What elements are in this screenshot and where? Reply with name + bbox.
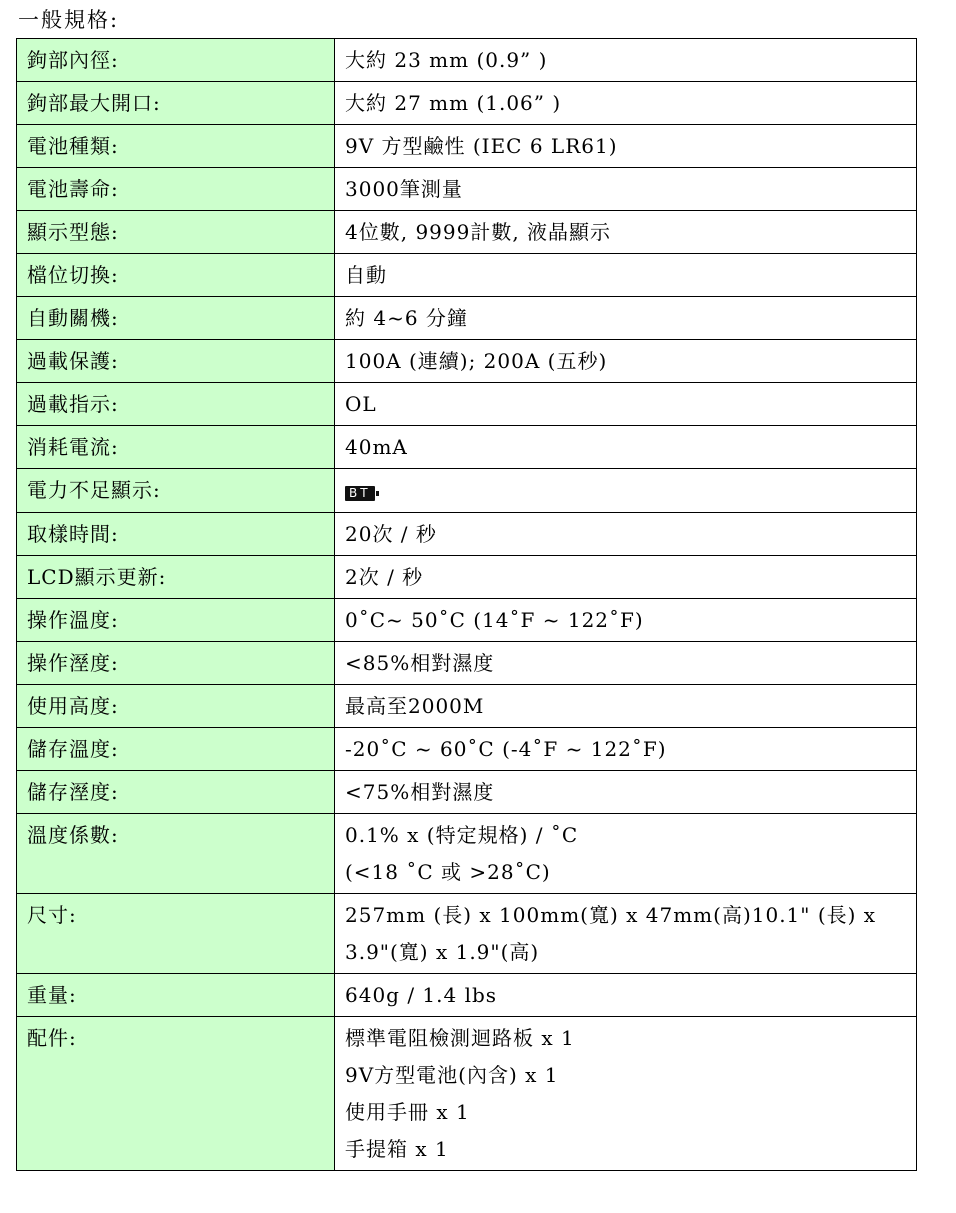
spec-label: 操作溼度:: [17, 642, 335, 685]
spec-value-line: 大約 23 mm (0.9” ): [345, 48, 548, 72]
spec-value-line: 大約 27 mm (1.06” ): [345, 91, 562, 115]
spec-label: 重量:: [17, 974, 335, 1017]
spec-label: 檔位切換:: [17, 254, 335, 297]
spec-value-line: 4位數, 9999計數, 液晶顯示: [345, 220, 612, 244]
spec-table: [16, 38, 917, 1171]
spec-label: 配件:: [17, 1017, 335, 1171]
spec-value-line: <85%相對濕度: [345, 651, 495, 675]
spec-row: [17, 39, 917, 82]
spec-value: [335, 728, 917, 771]
spec-value-line: 標準電阻檢測迴路板 x 1: [345, 1026, 575, 1050]
spec-row: [17, 383, 917, 426]
spec-value-line: 100A (連續); 200A (五秒): [345, 349, 608, 373]
spec-row: [17, 814, 917, 894]
spec-value-line: (<18 ˚C 或 >28˚C): [345, 860, 551, 884]
spec-row: [17, 426, 917, 469]
spec-label: 顯示型態:: [17, 211, 335, 254]
spec-label: 尺寸:: [17, 894, 335, 974]
spec-value-line: 20次 / 秒: [345, 522, 437, 546]
spec-value-line: 2次 / 秒: [345, 565, 424, 589]
spec-value-line: 3.9"(寬) x 1.9"(高): [345, 940, 540, 964]
spec-value: [335, 340, 917, 383]
spec-value: [335, 814, 917, 894]
low-battery-icon: [345, 486, 379, 501]
spec-row: [17, 685, 917, 728]
spec-label: 溫度係數:: [17, 814, 335, 894]
spec-row: [17, 469, 917, 513]
spec-row: [17, 556, 917, 599]
spec-row: [17, 168, 917, 211]
spec-value-line: <75%相對濕度: [345, 780, 495, 804]
spec-label: 鉤部內徑:: [17, 39, 335, 82]
spec-value: [335, 1017, 917, 1171]
spec-row: [17, 211, 917, 254]
spec-row: [17, 125, 917, 168]
spec-label: 過載指示:: [17, 383, 335, 426]
spec-value-line: 257mm (長) x 100mm(寬) x 47mm(高)10.1" (長) x: [345, 903, 877, 927]
low-battery-icon-text: BT: [345, 486, 375, 501]
spec-value: [335, 642, 917, 685]
spec-value-line: 手提箱 x 1: [345, 1137, 449, 1161]
spec-value: [335, 599, 917, 642]
spec-value-line: 0.1% x (特定規格) / ˚C: [345, 823, 579, 847]
spec-row: [17, 254, 917, 297]
spec-value: [335, 39, 917, 82]
spec-label: 電池種類:: [17, 125, 335, 168]
spec-value-line: 自動: [345, 263, 387, 287]
spec-value-line: OL: [345, 392, 377, 416]
spec-value: [335, 685, 917, 728]
spec-label: 消耗電流:: [17, 426, 335, 469]
spec-label: 電池壽命:: [17, 168, 335, 211]
spec-label: 過載保護:: [17, 340, 335, 383]
spec-row: [17, 974, 917, 1017]
spec-value-line: 40mA: [345, 435, 408, 459]
spec-label: 取樣時間:: [17, 513, 335, 556]
spec-value-line: 使用手冊 x 1: [345, 1100, 470, 1124]
spec-value: [335, 974, 917, 1017]
spec-row: [17, 642, 917, 685]
spec-label: LCD顯示更新:: [17, 556, 335, 599]
spec-value: [335, 383, 917, 426]
spec-row: [17, 894, 917, 974]
spec-row: [17, 599, 917, 642]
spec-value: [335, 771, 917, 814]
spec-label: 電力不足顯示:: [17, 469, 335, 513]
spec-label: 使用高度:: [17, 685, 335, 728]
spec-value-line: 9V 方型鹼性 (IEC 6 LR61): [345, 134, 618, 158]
spec-value: [335, 894, 917, 974]
spec-value-line: -20˚C ~ 60˚C (-4˚F ~ 122˚F): [345, 737, 667, 761]
section-heading: 一般規格:: [18, 8, 120, 32]
spec-value-line: 最高至2000M: [345, 694, 485, 718]
spec-row: [17, 728, 917, 771]
spec-row: [17, 297, 917, 340]
spec-value: [335, 297, 917, 340]
spec-label: 鉤部最大開口:: [17, 82, 335, 125]
spec-row: [17, 771, 917, 814]
spec-value-line: 0˚C~ 50˚C (14˚F ~ 122˚F): [345, 608, 644, 632]
spec-value: [335, 426, 917, 469]
spec-value: [335, 469, 917, 513]
spec-row: [17, 1017, 917, 1171]
spec-value-line: 640g / 1.4 lbs: [345, 983, 498, 1007]
spec-value: [335, 125, 917, 168]
spec-value: [335, 254, 917, 297]
spec-table-body: [17, 39, 917, 1171]
spec-row: [17, 513, 917, 556]
spec-label: 自動關機:: [17, 297, 335, 340]
spec-value: [335, 82, 917, 125]
spec-value: [335, 211, 917, 254]
battery-tip-icon: [376, 491, 379, 496]
spec-value-line: 3000筆測量: [345, 177, 463, 201]
spec-row: [17, 340, 917, 383]
spec-value: [335, 556, 917, 599]
spec-row: [17, 82, 917, 125]
spec-value-line: 約 4~6 分鐘: [345, 306, 468, 330]
spec-value: [335, 168, 917, 211]
spec-label: 操作溫度:: [17, 599, 335, 642]
spec-label: 儲存溫度:: [17, 728, 335, 771]
spec-value-line: 9V方型電池(內含) x 1: [345, 1063, 559, 1087]
spec-value: [335, 513, 917, 556]
spec-label: 儲存溼度:: [17, 771, 335, 814]
